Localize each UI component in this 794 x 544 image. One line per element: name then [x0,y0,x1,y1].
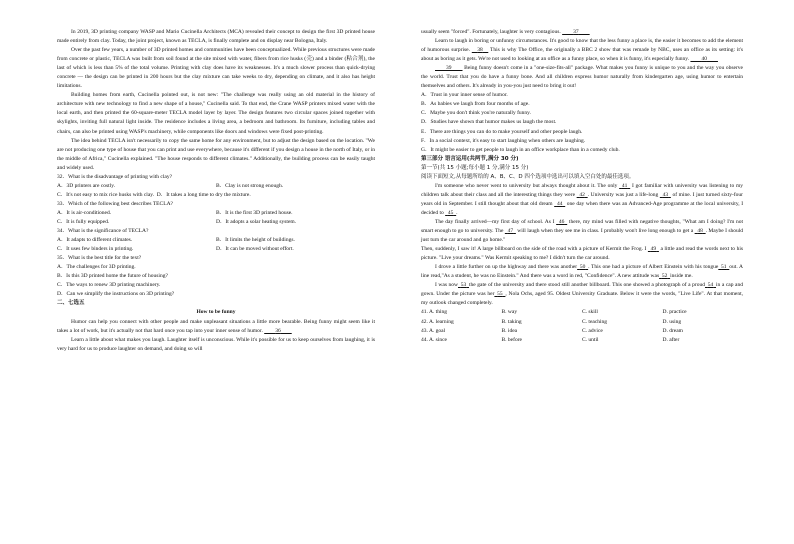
tecla-paragraph-3: Building homes from earth, Cucinella pointed out, is not new: "The challenge was really using an old material in the history of architecture with new technology to find a new shape of a house," Cucinella said. To that end, the Crane WASP printers mixed water with the local earth, and then printed the 60-square-meter TECLA model layer by layer. The design features two circular spaces joined together with skylights, inviting full natural light inside. The residence includes a living area, a bedroom and bathroom. Its furniture, including tables and chairs, can also be printed using WASP's machinery, while components like doors and windows were fixed post-printing. [57,92,375,135]
funny-paragraph-1 [57,318,375,336]
story-p5-text-a: I was now [435,282,458,289]
q35-option-b: B．Is this 3D printed home the future of housing? [57,273,168,280]
q35-option-c: C．The ways to renew 3D printing machinery. [57,282,161,289]
answer-44-a: 44. A. since [421,336,447,343]
blank-52 [659,273,670,279]
answer-41-a: 41. A. thing [421,309,447,316]
blank-54 [705,282,716,288]
answer-42-d: D. using [662,318,682,325]
blank-40-number: 40 [701,56,707,63]
blank-47 [505,228,516,234]
funny-paragraph-4-text-b: And all children express humor naturally from kindergarten age, using humor to entertain themselves and others. It's already in you-you just need to bring it out! [421,74,743,90]
tecla-paragraph-2: Over the past few years, a number of 3D printed homes and communities have been conceptualized. While previous structures were made from concrete or plastic, TECLA was built from soil found at the site mixed with water, fibers from rice husks (壳) and a binder (粘合剂), the last of which is less than 5% of the total volume. Printing with clay does have its weaknesses. It's a much slower process than quick-drying concrete — the design can be printed in 200 hours but the clay mixture can take weeks to dry, depending on climate, and it also has height limitations. [57,47,375,90]
blank-52-number: 52 [661,273,668,280]
story-p2-text-c: will laugh when they see me in class. I probably won't live long enough to get a [517,228,694,235]
blank-48-number: 48 [697,228,703,235]
funny-paragraph-4 [421,64,743,91]
story-paragraph-2 [421,218,743,245]
story-p4-text-c: out. A line read,"As a student, he was no Einstein." And there was a word in red, "Confidence". A new attitude was [421,264,744,280]
funny-paragraph-2-cont-text: usually seem "forced". Fortunately, laughter is very contagious. [421,29,561,35]
story-p4-text-b: . This one had a picture of Albert Einstein with his tongue [588,264,719,271]
blank-43 [660,192,671,198]
blank-36 [264,328,292,334]
blank-40 [690,56,718,62]
answer-row-43 [421,327,743,336]
blank-39-number: 39 [446,65,452,72]
blank-49-number: 49 [650,246,657,253]
story-p5-text-b: the gate of the university and there stood still another billboard. This one showed a photograph of a proud [469,282,705,289]
q32-option-d: D．It takes a long time to dry the mixture. [156,191,251,198]
option-b: B．As babies we laugh from four months of age. [421,101,530,108]
story-p1-text-b: I got familiar with university was listening to my children talk about their class and all the interesting things they were [421,182,744,198]
q33-option-b: B．It is the first 3D printed house. [216,209,293,216]
answer-41-d: D. practice [662,309,687,316]
blank-44 [554,201,565,207]
story-p2-text-d: . Maybe I should just turn the car around and go home." [421,228,744,244]
blank-42-number: 42 [579,191,585,198]
answer-row-41 [421,308,743,317]
passage-title: How to be funny [196,309,236,316]
answer-43-b: B. idea [501,327,518,334]
funny-paragraph-4-text-a: Being funny doesn't come in a "one-size-fits-all" package. What makes you funny is unique to you and the way you observe the world. Trust that you do have a funny bone. [421,65,743,81]
q32-option-b: B．Clay is not strong enough. [216,182,284,189]
story-p4-text-d: inside me. [670,273,693,280]
answer-row-44 [421,336,743,345]
blank-41 [619,183,630,189]
story-paragraph-4 [421,263,743,281]
blank-45 [445,210,456,216]
question-35: 35．What is the best title for the text? [57,255,142,262]
blank-37-number: 37 [573,29,579,35]
blank-45-number: 45 [447,209,454,216]
q33-options-row-1 [57,209,375,218]
answer-43-d: D. dream [662,327,683,334]
answer-41-c: C. skill [582,309,598,316]
q34-options-row-2 [57,245,375,254]
funny-paragraph-3-text-a: Learn to laugh in boring or unfunny circumstances. It's good to know that the less funny a place is, the easier it becomes to add the element of humorous surprise. [421,38,743,54]
q32-options-row-2 [57,191,375,200]
blank-50-number: 50 [579,264,586,271]
blank-47-number: 47 [507,228,514,235]
answer-42-a: 42. A. learning [421,318,454,325]
blank-41-number: 41 [621,182,628,189]
blank-37 [562,29,590,35]
story-paragraph-1: I'm someone who never went to university but always thought about it. The only 41 I got familiar with university was listening to my children talk about their class and all the interesting things they were 42 . University was just a life-long 43 of mine. I just turned sixty-four years old in September. I still thought about that old dream 44 one day when there was an Advanced-Age programme at the local university, I decided to 45 . [421,182,744,216]
q33-option-c: C．It is fully equipped. [57,218,110,225]
left-column [57,28,375,354]
story-p4-text-a: I drove a little further on up the highway and there was another [435,264,578,271]
q34-option-d: D．It can be moved without effort. [216,246,294,253]
story-p3-text-b: a little and read the words next to his picture. "Live your dreams." Was Kermit speaking to me? I didn't turn the car around. [421,246,744,262]
funny-paragraph-2-cont [421,28,743,37]
q32-option-c: C．It's not easy to mix rice husks with clay. [57,191,155,198]
section-heading-seven-choose-five: 二、七选五 [57,300,85,307]
blank-48 [695,228,706,234]
answer-44-b: B. before [501,336,522,343]
story-p1-text-a: I'm someone who never went to university but always thought about it. The only [435,182,618,189]
option-d: D．Studies have shown that humor makes us laugh the most. [421,119,557,126]
answer-44-d: D. after [662,336,680,343]
answer-43-a: 43. A. goal [421,327,446,334]
story-p5-text-c: in a cap and gown. Under the picture was her [421,282,743,298]
option-e: E．There are things you can do to make yourself and other people laugh. [421,128,583,135]
q33-option-d: D．It adopts a solar heating system. [216,218,297,225]
blank-55-number: 55 [497,291,503,298]
q32-option-a: A．3D printers are costly. [57,182,115,189]
story-p5-text-d: , Nola Ochs, aged 95. Oldest University Graduate. Below it were the words, "Live Life". At that moment, my outlook changed completely. [421,291,743,307]
q34-option-a: A．It adapts to different climates. [57,237,133,244]
blank-38 [472,47,489,53]
story-paragraph-5 [421,281,743,308]
right-column [421,28,743,345]
funny-paragraph-3 [421,37,743,64]
q32-options-row-1 [57,182,375,191]
option-f: F．In a social context, it's easy to start laughing when others are laughing. [421,137,586,144]
answer-44-c: C. until [582,336,599,343]
blank-44-number: 44 [556,200,563,207]
blank-42 [577,192,588,198]
story-p1-text-c: . University was just a life-long [587,191,659,198]
blank-54-number: 54 [707,282,714,289]
blank-50 [577,264,588,270]
blank-38-number: 38 [477,47,483,54]
cloze-instructions: 阅读下面短文,从每题所给的 A、B、C、D 四个选项中选出可以填入空白处的最佳选项。 [421,173,635,180]
blank-51 [718,264,729,270]
q34-option-c: C．It uses few binders in printing. [57,246,134,253]
question-34: 34．What is the significance of TECLA? [57,228,149,235]
story-p1-text-e: one day when there was an Advanced-Age programme at the local university, I decided to [421,200,744,216]
answer-row-42 [421,318,743,327]
blank-49 [648,246,659,252]
question-33: 33．Which of the following best describes TECLA? [57,200,173,207]
blank-36-number: 36 [275,327,281,334]
q34-options-row-1 [57,236,375,245]
q33-option-a: A．It is air-conditioned. [57,209,112,216]
answer-42-b: B. taking [501,318,522,325]
option-a: A．Trust in your inner sense of humor. [421,92,508,99]
blank-51-number: 51 [721,264,727,271]
answer-43-c: C. advice [582,327,603,334]
section-1-heading: 第一节(共 15 小题;每小题 1 分,满分 15 分) [421,164,529,171]
blank-39 [435,65,463,71]
q35-option-d: D．Can we simplify the instructions on 3D printing? [57,291,175,298]
answer-41-b: B. way [501,309,518,316]
blank-53-number: 53 [460,282,467,289]
story-p1-text-d: of mine. I just turned sixty-four years old in September. I still thought about that old dream [421,191,744,207]
blank-46-number: 46 [558,218,565,225]
part-3-heading: 第三部分 语言运用(共两节,满分 30 分) [421,155,519,162]
answer-42-c: C. teaching [582,318,608,325]
question-32: 32．What is the disadvantage of printing with clay? [57,173,173,180]
blank-53 [458,282,469,288]
option-c: C．Maybe you don't think you're naturally funny. [421,110,531,117]
blank-55 [494,291,505,297]
tecla-paragraph-1: In 2019, 3D printing company WASP and Mario Cucinella Architects (MCA) revealed their concept to design the first 3D printed house made entirely from clay. Today, the joint project, known as TECLA, is finally complete and on display near Bologna, Italy. [57,29,375,45]
q33-options-row-2 [57,218,375,227]
story-p2-text-b: there, my mind was filled with negative thoughts, "What am I doing? I'm not smart enough to go to university. The [421,218,743,235]
option-g: G．It might be easier to get people to laugh in an office workplace than in a comedy club. [421,146,620,153]
funny-paragraph-1-text: Humor can help you connect with other people and make unpleasant situations a little more bearable. Being funny might seem like it takes a lot of work, but it's actually not that hard once you tap into your inner sense of humor. [57,318,375,334]
story-p2-text-a: The day finally arrived—my first day of school. As I [435,218,555,225]
story-paragraph-3 [421,245,743,263]
answer-choices-table [421,308,743,344]
blank-43-number: 43 [662,191,669,198]
funny-paragraph-2: Learn a little about what makes you laugh. Laughter itself is unconscious. While it's possible for us to keep ourselves from laughing, it is very hard for us to produce laughter on demand, and doing so will [57,336,375,352]
blank-46 [556,219,567,225]
story-p3-text-a: Then, suddenly, I saw it! A large billboard on the side of the road with a picture of Kermit the Frog. I [421,246,647,253]
q34-option-b: B．It limits the height of buildings. [216,237,295,244]
funny-paragraph-3-text-b: This is why The Office, the originally a BBC 2 show that was remade by NBC, uses an office as its setting: it's about as boring as it gets. We're not used to looking at an office as a funny place, so when it is funny, it's especially funny. [421,47,744,63]
q35-option-a: A．The challenges for 3D printing. [57,264,136,271]
tecla-paragraph-4: The idea behind TECLA isn't necessarily to copy the same home for any environment, but to adjust the design based on the location. "We are not producing one type of house that you can print and use everywhere, because it's different if you design a house in the north of Italy, or in the middle of Africa," Cucinella explained. "The house responds to different climates." Additionally, the building process can be easily taught and widely used. [57,137,375,171]
